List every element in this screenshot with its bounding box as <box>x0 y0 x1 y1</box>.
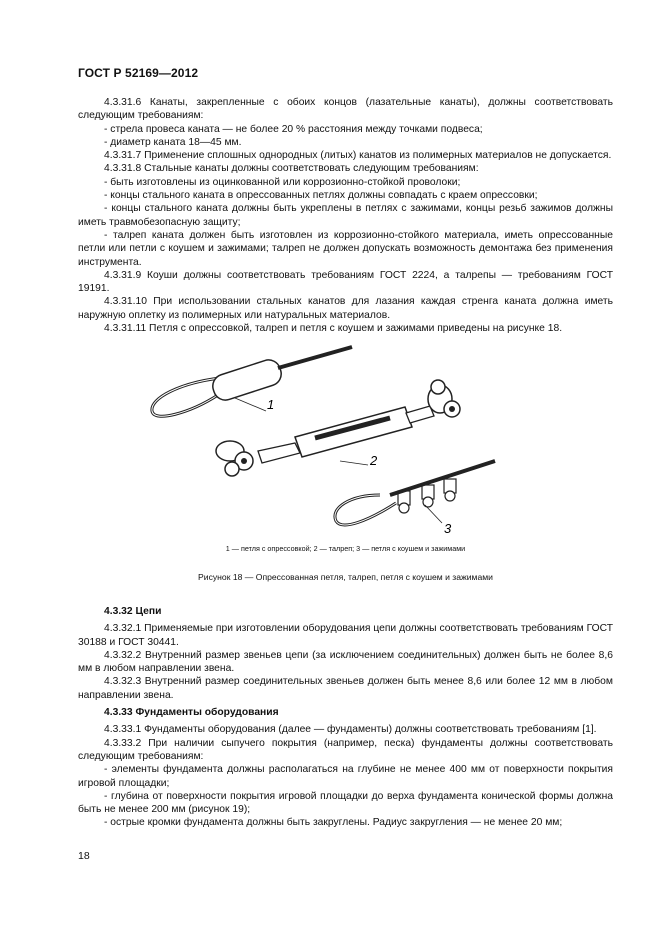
bottom-text-block <box>78 601 613 830</box>
paragraph: 4.3.32.3 Внутренний размер соединительных звеньев должен быть менее 8,6 или более 12 мм в любом направлении звена. <box>78 676 613 701</box>
turnbuckle-assembly <box>216 380 460 476</box>
paragraph: 4.3.31.8 Стальные канаты должны соответствовать следующим требованиям: <box>104 163 479 175</box>
paragraph: 4.3.33.2 При наличии сыпучего покрытия (например, песка) фундаменты должны соответствовать следующим требованиям: <box>78 737 613 762</box>
page-number: 18 <box>78 850 90 862</box>
figure-18-illustration <box>140 343 500 541</box>
paragraph: 4.3.32.1 Применяемые при изготовлении оборудования цепи должны соответствовать требованиям ГОСТ 30188 и ГОСТ 30441. <box>78 623 613 648</box>
paragraph: - быть изготовлены из оцинкованной или коррозионно-стойкой проволоки; <box>104 176 461 188</box>
paragraph: - диаметр каната 18—45 мм. <box>104 136 242 148</box>
paragraph: 4.3.31.7 Применение сплошных однородных (литых) канатов из полимерных материалов не допускается. <box>104 150 612 162</box>
callout-1: 1 <box>267 397 275 412</box>
paragraph: - концы стального каната должны быть укреплены в петлях с зажимами, концы резьб зажимов должны иметь травмобезопасную защиту; <box>78 203 613 228</box>
callout-2: 2 <box>370 453 378 468</box>
paragraph: 4.3.32.2 Внутренний размер звеньев цепи (за исключением соединительных) должен быть не более 8,6 мм в любом направлении звена. <box>78 649 613 675</box>
paragraph: 4.3.33.1 Фундаменты оборудования (далее — фундаменты) должны соответствовать требованиям [1]. <box>104 724 597 736</box>
paragraph: - талреп каната должен быть изготовлен из коррозионно-стойкого материала, иметь опрессованные петли или петли с коушем и зажимами; талреп не должен допускать возможность демонтажа без применения инструмента. <box>78 229 613 268</box>
paragraph: 4.3.31.6 Канаты, закрепленные с обоих концов (лазательные канаты), должны соответствовать следующим требованиям: <box>78 97 613 122</box>
figure-legend: 1 — петля с опрессовкой; 2 — талреп; 3 — петля с коушем и зажимами <box>225 544 466 553</box>
section-heading: 4.3.32 Цепи <box>104 606 162 617</box>
paragraph: 4.3.31.10 При использовании стальных канатов для лазания каждая стренга каната должна иметь наружную оплетку из полимерных или натуральных материалов. <box>78 296 613 321</box>
paragraph: - концы стального каната в опрессованных петлях должны совпадать с краем опрессовки; <box>104 190 538 202</box>
paragraph: 4.3.31.11 Петля с опрессовкой, талреп и петля с коушем и зажимами приведены на рисунке 18. <box>104 323 563 335</box>
callout-3: 3 <box>444 521 452 536</box>
thimble-clamp-loop-assembly <box>335 461 495 525</box>
paragraph: - элементы фундамента должны располагаться на глубине не менее 400 мм от поверхности покрытия игровой площадки; <box>78 764 613 789</box>
top-text-block <box>78 96 613 335</box>
paragraph: - стрела провеса каната — не более 20 % расстояния между точками подвеса; <box>104 123 483 135</box>
figure-caption: Рисунок 18 — Опрессованная петля, талреп, петля с коушем и зажимами <box>198 572 493 582</box>
crimped-loop-assembly <box>152 347 352 416</box>
paragraph: - острые кромки фундамента должны быть закруглены. Радиус закругления — не менее 20 мм; <box>104 817 563 829</box>
paragraph: - глубина от поверхности покрытия игровой площадки до верха фундамента конической формы должна быть не менее 200 мм (рисунок 19); <box>78 790 613 816</box>
section-heading: 4.3.33 Фундаменты оборудования <box>104 707 279 719</box>
paragraph: 4.3.31.9 Коуши должны соответствовать требованиям ГОСТ 2224, а талрепы — требованиям ГОСТ 19191. <box>78 269 613 295</box>
document-header: ГОСТ Р 52169—2012 <box>78 66 199 80</box>
